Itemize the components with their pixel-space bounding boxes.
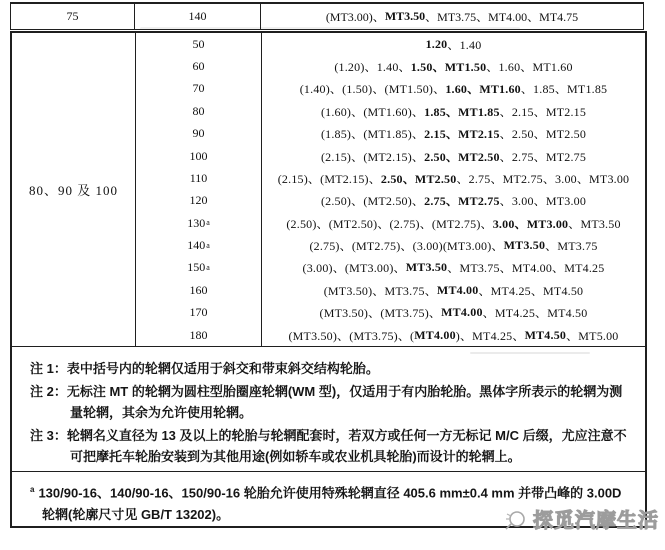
rim-value: (MT3.50)、(MT3.75)、( (288, 328, 415, 343)
measuring-rim-value: 2.15、MT2.15 (424, 127, 500, 142)
table-main-block (10, 31, 647, 528)
rim-list-cell (262, 257, 645, 279)
measuring-rim-value: 3.00、MT3.00 (492, 216, 569, 231)
section-width-cell: 150 a (136, 257, 262, 279)
table-row (136, 324, 645, 346)
rim-value: 、2.75、MT2.75 (499, 149, 587, 164)
measuring-rim-value: MT3.50 (405, 260, 448, 275)
rim-list-cell (262, 100, 645, 122)
table-row (136, 55, 645, 77)
rim-value: 、3.00、MT3.00 (499, 194, 587, 209)
rim-value: 、2.50、MT2.50 (499, 127, 587, 142)
section-width-cell: 100 (136, 145, 262, 167)
rim-list-cell (262, 212, 645, 234)
rim-list-cell (262, 78, 645, 100)
rim-list-cell (262, 123, 645, 145)
measuring-rim-value: MT4.00 (414, 327, 456, 342)
rim-value: 、MT3.75 (545, 239, 598, 254)
table-row (136, 234, 645, 256)
rim-value: 、MT5.00 (566, 328, 619, 343)
section-width-cell: 60 (136, 55, 262, 77)
rim-value: 、2.15、MT2.15 (499, 104, 587, 119)
rim-value: (3.00)、(MT3.00)、 (302, 261, 406, 276)
measuring-rim-value: 1.85、MT1.85 (424, 104, 500, 119)
table-row (136, 78, 645, 100)
measuring-rim-value: 1.60、MT1.60 (445, 82, 521, 97)
rim-value: (2.15)、(MT2.15)、 (277, 171, 381, 186)
rim-list-cell (262, 302, 645, 324)
rim-value: (MT3.50)、MT3.75、 (323, 283, 437, 298)
rim-value: 、MT3.50 (568, 216, 621, 231)
measuring-rim-value: 1.20 (425, 36, 448, 51)
note-item: 注 2：无标注 MT 的轮辋为圆柱型胎圈座轮辋(WM 型)，仅适用于有内胎轮胎。黑体字所表示的轮辋为测量轮辋，其余为允许使用轮辋。 (30, 383, 623, 421)
measuring-rim-value: 1.50、MT1.50 (410, 60, 487, 75)
footnote-text: 130/90-16、140/90-16、150/90-16 轮胎允许使用特殊轮辋直径 405.6 mm±0.4 mm 并带凸峰的 3.00D 轮辋(轮廓尺寸见 GB/T 13202)。 (38, 485, 622, 522)
section-width-cell: 140 a (136, 234, 262, 256)
section-width-cell: 80 (136, 100, 262, 122)
note-item: 注 3：轮辋名义直径为 13 及以上的轮胎与轮辋配套时，若双方或任何一方无标记 M/C 后缀，尤应注意不可把摩托车轮胎安装到为其他用途(例如轿车或农业机具轮胎)而设计的轮辋上。 (30, 427, 627, 465)
scan-smudge (140, 27, 520, 30)
table-row (136, 302, 645, 324)
table-row (136, 212, 645, 234)
rim-list-cell (262, 234, 645, 256)
section-width-cell: 50 (136, 33, 262, 55)
rim-value: 、1.40 (447, 37, 482, 52)
measuring-rim-value: MT3.50 (503, 238, 546, 253)
measuring-rim-value: MT4.00 (436, 282, 479, 297)
scan-smudge (470, 352, 590, 354)
section-width-cell: 110 (136, 167, 262, 189)
rim-value: (MT3.50)、(MT3.75)、 (319, 306, 442, 321)
section-width-cell: 140 (135, 4, 261, 29)
rim-value: (1.85)、(MT1.85)、 (320, 127, 425, 142)
rim-value: (2.50)、(MT2.50)、(2.75)、(MT2.75)、 (286, 216, 493, 231)
rim-value: (2.75)、(MT2.75)、(3.00)(MT3.00)、 (309, 239, 504, 254)
rim-list-cell (262, 279, 645, 301)
measuring-rim-value: MT4.00 (441, 305, 483, 320)
watermark (503, 504, 659, 533)
section-width-cell: 120 (136, 190, 262, 212)
series-cell: 75 (11, 4, 135, 29)
rim-value: )、MT4.25、 (455, 328, 525, 343)
table-row (136, 145, 645, 167)
rim-value: (1.60)、(MT1.60)、 (320, 104, 425, 119)
table-row (136, 167, 645, 189)
rim-value: (1.20)、1.40、 (334, 60, 411, 75)
section-width-cell: 90 (136, 123, 262, 145)
notes-section (12, 347, 645, 471)
measuring-rim-value: 2.75、MT2.75 (424, 194, 500, 209)
section-width-cell: 180 (136, 324, 262, 346)
rim-value: 、1.60、MT1.60 (486, 60, 573, 75)
rim-list-cell (261, 4, 643, 29)
rim-list-cell (262, 55, 645, 77)
rim-value: (2.15)、(MT2.15)、 (320, 149, 425, 164)
section-width-cell: 170 (136, 302, 262, 324)
rim-list-cell (262, 33, 645, 55)
table-row (136, 33, 645, 55)
measuring-rim-value: 2.50、MT2.50 (424, 149, 500, 164)
footnote-marker: a (30, 484, 35, 494)
table-row (136, 257, 645, 279)
rim-list-cell (262, 190, 645, 212)
rim-list-cell (262, 167, 645, 189)
rim-value: 、MT4.25、MT4.50 (478, 283, 584, 298)
rim-list-cell (262, 145, 645, 167)
rim-value: (MT3.00)、 (325, 10, 385, 24)
section-width-cell: 160 (136, 279, 262, 301)
rim-value: 、2.75、MT2.75、3.00、MT3.00 (456, 171, 630, 186)
rim-list-cell (262, 324, 645, 346)
table-row (136, 123, 645, 145)
rim-value: 、MT3.75、MT4.00、MT4.75 (425, 10, 579, 24)
measuring-rim-value: 2.50、MT2.50 (380, 171, 457, 186)
section-width-cell: 70 (136, 78, 262, 100)
magnifier-doodle-icon (503, 506, 529, 532)
watermark-text: 探觅汽摩生活 (533, 510, 659, 532)
note-item: 注 1：表中括号内的轮辋仅适用于斜交和带束斜交结构轮胎。 (30, 361, 379, 377)
series-group-cell: 80、90 及 100 (12, 33, 136, 346)
table-row (136, 190, 645, 212)
measuring-rim-value: MT4.50 (524, 327, 567, 342)
rim-rows (136, 33, 645, 346)
table-fragment-top (10, 2, 644, 30)
rim-value: 、MT3.75、MT4.00、MT4.25 (447, 261, 605, 276)
rim-value: (2.50)、(MT2.50)、 (320, 194, 425, 209)
rim-value: (1.40)、(1.50)、(MT1.50)、 (299, 82, 446, 97)
measuring-rim-value: MT3.50 (384, 9, 426, 23)
rim-value: 、MT4.25、MT4.50 (482, 306, 588, 321)
rim-data-grid (12, 33, 645, 347)
table-row (136, 279, 645, 301)
rim-value: 、1.85、MT1.85 (520, 82, 608, 97)
table-row (136, 100, 645, 122)
section-width-cell: 130 a (136, 212, 262, 234)
